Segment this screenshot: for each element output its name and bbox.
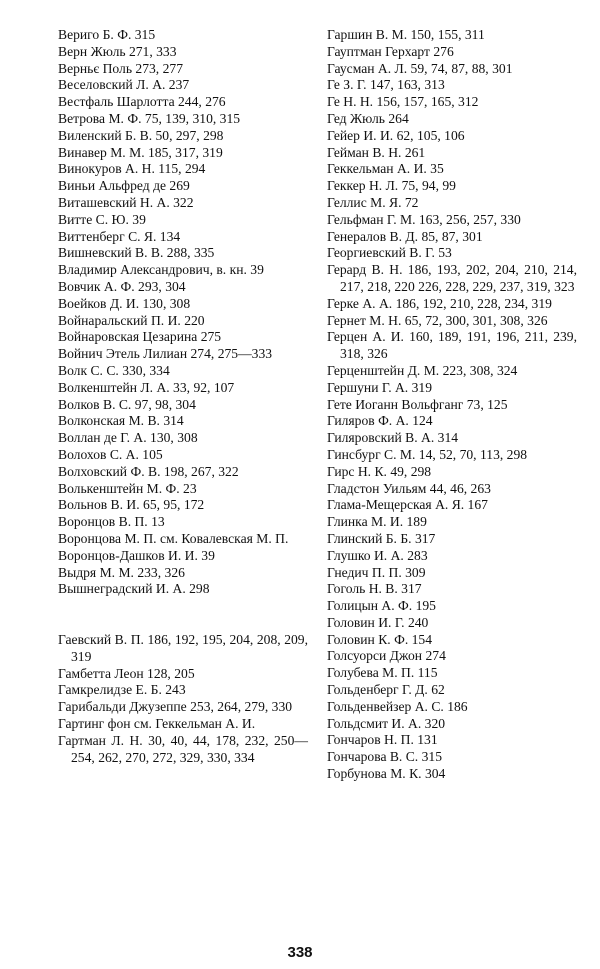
index-entry: Гладстон Уильям 44, 46, 263 [327,480,491,496]
index-entry: Гольденвейзер А. С. 186 [327,698,468,714]
index-entry: Гольденберг Г. Д. 62 [327,682,445,698]
index-column-right [327,27,577,783]
index-entry: Глинский Б. Б. 317 [327,530,436,546]
index-entry: Виташевский Н. А. 322 [58,194,194,210]
index-entry: Геккельман А. И. 35 [327,161,444,177]
index-entry: Волховский Ф. В. 198, 267, 322 [58,463,239,479]
index-entry: Волк С. С. 330, 334 [58,362,170,378]
index-entry: Гнедич П. П. 309 [327,564,426,580]
index-entry: Войнич Этель Лилиан 274, 275—333 [58,346,273,362]
index-entry: Вовчик А. Ф. 293, 304 [58,278,186,294]
index-entry: Владимир Александрович, в. кн. 39 [58,262,264,278]
index-entry: Гинсбург С. М. 14, 52, 70, 113, 298 [327,446,528,462]
index-entry: Гаевский В. П. 186, 192, 195, 204, 208, 209, 319 [58,632,308,664]
index-entry: Верн Жюль 271, 333 [58,43,177,59]
index-entry: Геккер Н. Л. 75, 94, 99 [327,178,456,194]
index-entry: Войнаральский П. И. 220 [58,312,205,328]
index-entry: Глушко И. А. 283 [327,547,428,563]
index-entry: Гершуни Г. А. 319 [327,379,432,395]
index-entry: Головин И. Г. 240 [327,614,429,630]
index-entry: Гельфман Г. М. 163, 256, 257, 330 [327,211,521,227]
index-entry: Герценштейн Д. М. 223, 308, 324 [327,362,518,378]
index-entry: Герцен А. И. 160, 189, 191, 196, 211, 239, 318, 326 [327,329,577,362]
index-entry: Волконская М. В. 314 [58,413,184,429]
index-entry: Голубева М. П. 115 [327,665,438,681]
index-entry: Геллис М. Я. 72 [327,194,419,210]
index-entry: Вишневский В. В. 288, 335 [58,245,215,261]
index-entry: Гартман Л. Н. 30, 40, 44, 178, 232, 250—254, 262, 270, 272, 329, 330, 334 [58,732,308,765]
index-entry: Воейков Д. И. 130, 308 [58,295,191,311]
index-entry: Выдря М. М. 233, 326 [58,564,185,580]
index-entry: Волькенштейн М. Ф. 23 [58,480,197,496]
index-entry: Голсуорси Джон 274 [327,648,446,664]
index-entry: Гейер И. И. 62, 105, 106 [327,127,465,143]
index-entry: Гарибальди Джузеппе 253, 264, 279, 330 [58,699,293,715]
index-entry: Гейман В. Н. 261 [327,144,426,160]
index-entry: Глама-Мещерская А. Я. 167 [327,497,488,513]
index-entry: Гернет М. Н. 65, 72, 300, 301, 308, 326 [327,312,548,328]
index-entry: Гете Иоганн Вольфганг 73, 125 [327,396,508,412]
index-entry: Войнаровская Цезарина 275 [58,329,222,345]
index-entry: Голицын А. Ф. 195 [327,598,436,614]
index-entry: Воллан де Г. А. 130, 308 [58,430,198,446]
index-entry: Ге З. Г. 147, 163, 313 [327,77,445,93]
index-entry: Гед Жюль 264 [327,110,409,126]
index-entry: Вышнеградский И. А. 298 [58,581,210,597]
index-entry: Герке А. А. 186, 192, 210, 228, 234, 319 [327,295,552,311]
index-entry: Винокуров А. Н. 115, 294 [58,161,206,177]
index-entry: Виттенберг С. Я. 134 [58,228,181,244]
index-entry: Горбунова М. К. 304 [327,766,446,782]
index-entry: Витте С. Ю. 39 [58,211,146,227]
index-entry: Вестфаль Шарлотта 244, 276 [58,94,226,110]
index-entry: Воронцов В. П. 13 [58,514,165,530]
index-entry: Воронцов-Дашков И. И. 39 [58,547,215,563]
index-entry: Гауптман Герхарт 276 [327,43,454,59]
index-entry: Гаршин В. М. 150, 155, 311 [327,27,485,42]
index-entry: Гончарова В. С. 315 [327,749,442,765]
index-entry: Виньи Альфред де 269 [58,178,190,194]
index-entry: Гирс Н. К. 49, 298 [327,463,432,479]
index-entry: Головин К. Ф. 154 [327,631,433,647]
index-entry: Виленский Б. В. 50, 297, 298 [58,127,224,143]
index-entry: Ге Н. Н. 156, 157, 165, 312 [327,94,479,110]
index-entry: Ветрова М. Ф. 75, 139, 310, 315 [58,110,241,126]
index-entry: Верньє Поль 273, 277 [58,60,183,76]
index-entry: Гамбетта Леон 128, 205 [58,665,195,681]
section-gap [58,598,308,632]
index-entry: Генералов В. Д. 85, 87, 301 [327,228,483,244]
index-entry: Волохов С. А. 105 [58,446,163,462]
index-entry: Волкенштейн Л. А. 33, 92, 107 [58,379,235,395]
index-entry: Георгиевский В. Г. 53 [327,245,452,261]
index-entry: Воронцова М. П. см. Ковалевская М. П. [58,530,289,546]
index-entry: Волков В. С. 97, 98, 304 [58,396,196,412]
index-entry: Глинка М. И. 189 [327,514,427,530]
index-entry: Герард В. Н. 186, 193, 202, 204, 210, 214, 217, 218, 220 226, 228, 229, 237, 319, 323 [327,262,577,294]
index-entry: Гончаров Н. П. 131 [327,732,438,748]
index-entry: Веселовский Л. А. 237 [58,77,190,93]
index-entry: Гартинг фон см. Геккельман А. И. [58,716,256,732]
index-entry: Гамкрелидзе Е. Б. 243 [58,682,186,698]
index-entry: Гиляров Ф. А. 124 [327,413,433,429]
index-column-left [58,27,308,766]
index-entry: Гоголь Н. В. 317 [327,581,422,597]
page-number: 338 [287,944,313,961]
index-entry: Гольдсмит И. А. 320 [327,715,446,731]
index-entry: Гаусман А. Л. 59, 74, 87, 88, 301 [327,60,513,76]
index-entry: Гиляровский В. А. 314 [327,430,459,446]
index-entry: Вериго Б. Ф. 315 [58,27,156,42]
index-entry: Винавер М. М. 185, 317, 319 [58,144,223,160]
index-entry: Вольнов В. И. 65, 95, 172 [58,497,205,513]
